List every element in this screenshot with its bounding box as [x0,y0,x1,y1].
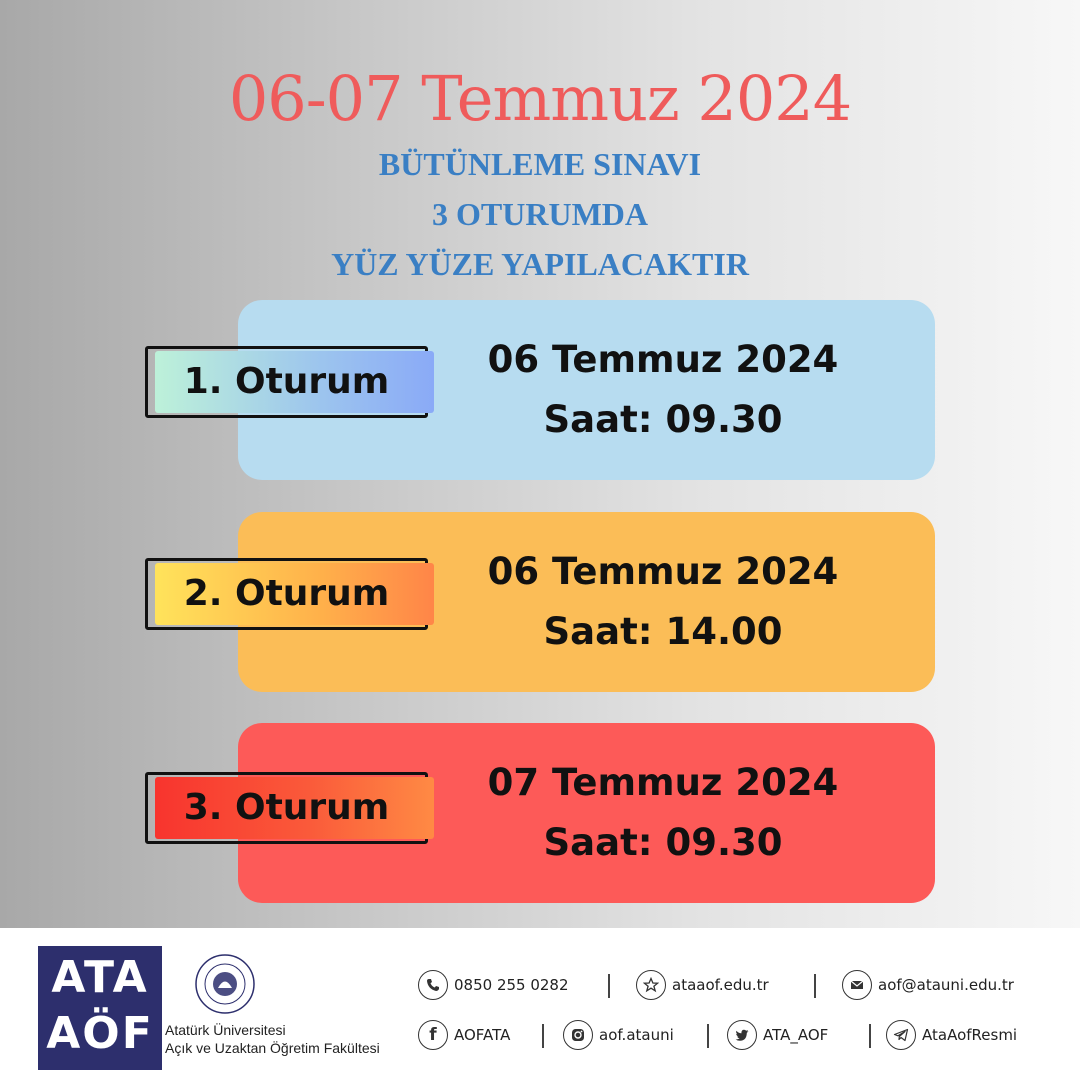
university-name: Atatürk Üniversitesi [165,1022,286,1038]
website-url: ataaof.edu.tr [672,976,769,994]
instagram-handle: aof.atauni [599,1026,674,1044]
divider [814,974,816,998]
instagram-icon [563,1020,593,1050]
telegram-icon [886,1020,916,1050]
session-time: Saat: 09.30 [543,398,783,441]
session-label: 2. Oturum [183,573,390,614]
session-label: 1. Oturum [183,361,390,402]
session-date: 07 Temmuz 2024 [487,761,839,804]
logo-text-top: ATA [51,952,149,1003]
subtitle-exam: BÜTÜNLEME SINAVI [378,146,702,182]
university-seal-icon [194,953,256,1015]
twitter-link[interactable] [727,1020,828,1050]
faculty-name: Açık ve Uzaktan Öğretim Fakültesi [165,1040,380,1056]
facebook-icon: f [418,1020,448,1050]
session-date: 06 Temmuz 2024 [487,338,839,381]
star-icon [636,970,666,1000]
logo-text-bottom: AÖF [46,1008,154,1059]
twitter-handle: ATA_AOF [763,1026,829,1044]
subtitle-in-person: YÜZ YÜZE YAPILACAKTIR [331,246,749,282]
divider [608,974,610,998]
website-link[interactable] [636,970,769,1000]
session-label: 3. Oturum [183,787,390,828]
subtitle-sessions: 3 OTURUMDA [432,196,648,232]
telegram-link[interactable] [886,1020,1017,1050]
mail-icon [842,970,872,1000]
session-date: 06 Temmuz 2024 [487,550,839,593]
email-link[interactable] [842,970,1014,1000]
telegram-handle: AtaAofResmi [922,1026,1018,1044]
instagram-link[interactable] [563,1020,674,1050]
divider [707,1024,709,1048]
facebook-handle: AOFATA [454,1026,511,1044]
twitter-icon [727,1020,757,1050]
phone-icon [418,970,448,1000]
footer [0,928,1080,1080]
phone-contact[interactable] [418,970,569,1000]
session-badge-1 [145,346,428,418]
session-badge-2 [145,558,428,630]
session-time: Saat: 14.00 [543,610,783,653]
page-title: 06-07 Temmuz 2024 [228,62,852,135]
divider [869,1024,871,1048]
phone-number: 0850 255 0282 [454,976,569,994]
email-address: aof@atauni.edu.tr [878,976,1014,994]
facebook-link[interactable] [418,1020,510,1050]
session-time: Saat: 09.30 [543,821,783,864]
session-badge-3 [145,772,428,844]
ata-aof-logo [38,946,162,1070]
divider [542,1024,544,1048]
